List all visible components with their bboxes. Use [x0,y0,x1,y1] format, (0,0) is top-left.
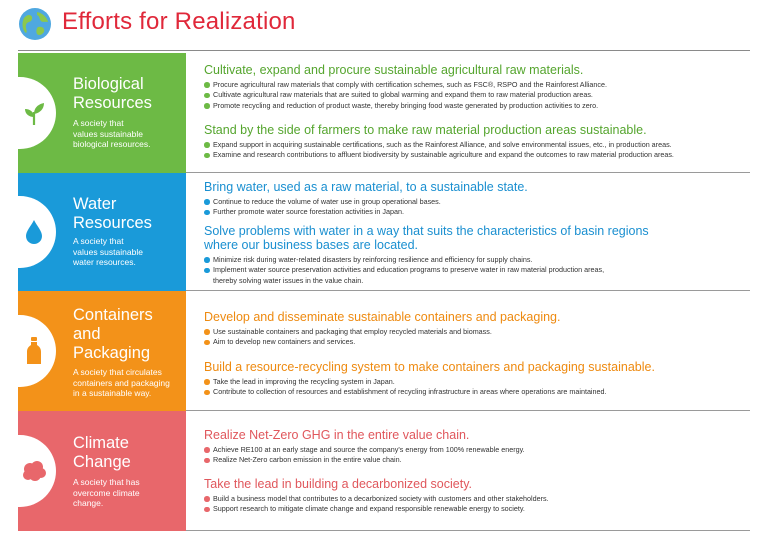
goal-block [204,224,750,286]
category-name: Climate Change [73,434,131,471]
goal-items [204,197,750,218]
category-name: Containers and Packaging [73,306,153,362]
bullet-icon [204,103,210,109]
category-panel [18,173,186,291]
goal-heading: Build a resource-recycling system to make containers and packaging sustainable. [204,360,655,374]
list-item: Procure agricultural raw materials that comply with certification schemes, such as FSC®, RSPO and the Rainforest Alliance. [204,80,750,90]
goal-items [204,255,750,286]
category-name: Water Resources [73,195,152,232]
list-item: Minimize risk during water-related disasters by reinforcing resilience and efficiency for supply chains. [204,255,750,265]
goal-items [204,445,750,466]
category-description: A society that values sustainable water resources. [73,236,143,267]
row-containers-packaging [18,291,750,411]
page-title: Efforts for Realization [62,8,296,35]
goal-block [204,63,750,111]
category-panel [18,53,186,173]
bullet-icon [204,93,210,99]
category-panel [18,411,186,531]
goal-items [204,140,750,161]
row-climate-change [18,411,750,531]
row-content [186,53,750,173]
icon-badge [12,77,56,149]
bullet-icon [204,458,210,464]
bullet-icon [204,390,210,396]
goal-heading: Stand by the side of farmers to make raw material production areas sustainable. [204,123,647,137]
list-item: Cultivate agricultural raw materials that are suited to global warming and expand them to raw material production areas. [204,90,750,100]
goal-heading: Develop and disseminate sustainable containers and packaging. [204,310,561,324]
row-water-resources [18,173,750,291]
goal-block [204,310,750,348]
cloud-icon [21,460,47,482]
row-content [186,173,750,291]
list-item: Expand support in acquiring sustainable certifications, such as the Rainforest Alliance, and solve environmental issues, etc., in production areas. [204,140,750,150]
icon-badge [12,435,56,507]
bottle-icon [26,336,42,366]
list-item: Realize Net-Zero carbon emission in the entire value chain. [204,455,750,465]
goal-heading: Bring water, used as a raw material, to a sustainable state. [204,180,528,194]
bullet-icon [204,496,210,502]
list-item: Continue to reduce the volume of water use in group operational bases. [204,197,750,207]
goal-heading: Realize Net-Zero GHG in the entire value chain. [204,428,470,442]
icon-badge [12,315,56,387]
bullet-icon [204,507,210,513]
goal-heading: Solve problems with water in a way that suits the characteristics of basin regions where our business bases are located. [204,224,649,252]
category-description: A society that circulates containers and packaging in a sustainable way. [73,367,170,398]
list-item: Aim to develop new containers and services. [204,337,750,347]
list-item: Further promote water source forestation activities in Japan. [204,207,750,217]
list-item: Achieve RE100 at an early stage and source the company's energy from 100% renewable energy. [204,445,750,455]
list-item: Build a business model that contributes to a decarbonized society with customers and other stakeholders. [204,494,750,504]
goal-items [204,80,750,111]
bullet-icon [204,379,210,385]
bullet-icon [204,82,210,88]
list-item: Take the lead in improving the recycling system in Japan. [204,377,750,387]
category-description: A society that has overcome climate change. [73,477,140,508]
list-item: Implement water source preservation activities and education programs to preserve water in raw material production areas, thereby solving water issues in the value chain. [204,265,750,286]
bullet-icon [204,257,210,263]
bullet-icon [204,153,210,159]
header-divider [18,50,750,51]
goal-block [204,123,750,161]
row-biological-resources [18,53,750,173]
bullet-icon [204,340,210,346]
globe-icon [18,7,52,41]
goal-items [204,377,750,398]
category-name: Biological Resources [73,75,152,112]
list-item: Promote recycling and reduction of product waste, thereby bringing food waste generated by production activities to zero. [204,101,750,111]
list-item: Examine and research contributions to affluent biodiversity by sustainable agriculture and expand the outcomes to raw material production areas. [204,150,750,160]
goal-block [204,180,750,218]
category-panel [18,291,186,411]
goal-heading: Cultivate, expand and procure sustainable agricultural raw materials. [204,63,584,77]
goal-items [204,327,750,348]
row-content [186,291,750,411]
category-description: A society that values sustainable biological resources. [73,118,151,149]
page-header [0,0,760,48]
bullet-icon [204,268,210,274]
goal-heading: Take the lead in building a decarbonized society. [204,477,472,491]
water-drop-icon [24,218,44,246]
goal-block [204,360,750,398]
goal-items [204,494,750,515]
goal-block [204,428,750,466]
bullet-icon [204,142,210,148]
list-item: Contribute to collection of resources and establishment of recycling infrastructure in areas where operations are maintained. [204,387,750,397]
bullet-icon [204,447,210,453]
goal-block [204,477,750,515]
icon-badge [12,196,56,268]
bullet-icon [204,199,210,205]
list-item: Use sustainable containers and packaging that employ recycled materials and biomass. [204,327,750,337]
bullet-icon [204,329,210,335]
row-content [186,411,750,531]
sprout-icon [23,100,45,126]
bullet-icon [204,210,210,216]
list-item: Support research to mitigate climate change and expand responsible renewable energy to society. [204,504,750,514]
